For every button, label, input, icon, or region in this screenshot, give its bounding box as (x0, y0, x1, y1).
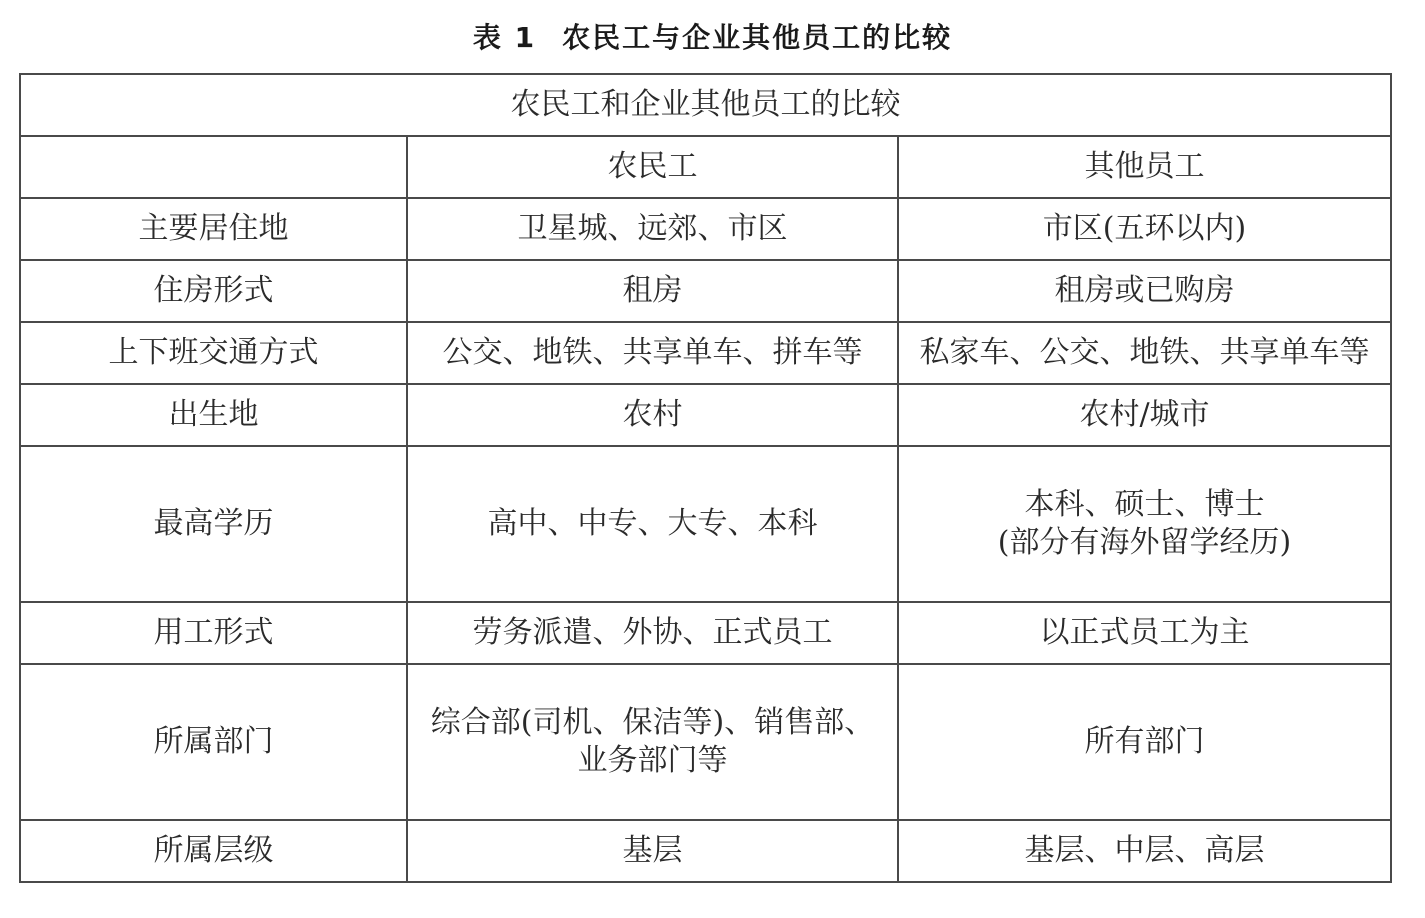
row-label: 最高学历 (20, 446, 407, 602)
table-row (20, 198, 1391, 260)
other-cell (898, 322, 1391, 384)
cell-line: 租房或已购房 (1054, 273, 1235, 308)
cell-line: 所有部门 (1084, 724, 1205, 759)
cell-line: 农村/城市 (1079, 397, 1210, 432)
cell-line: 卫星城、远郊、市区 (517, 211, 788, 246)
cell-line: 基层 (622, 833, 683, 868)
other-cell (898, 198, 1391, 260)
cell-line: 业务部门等 (577, 743, 728, 778)
migrant-cell (407, 820, 898, 882)
cell-line: 租房 (622, 273, 683, 308)
table-row (20, 260, 1391, 322)
row-label: 主要居住地 (20, 198, 407, 260)
cell-line: 市区(五环以内) (1042, 211, 1247, 246)
migrant-cell (407, 384, 898, 446)
header-other-employees: 其他员工 (898, 136, 1391, 198)
table-row (20, 322, 1391, 384)
table-row (20, 384, 1391, 446)
header-blank-cell (20, 136, 407, 198)
migrant-cell (407, 260, 898, 322)
cell-line: 农村 (622, 397, 683, 432)
header-row (20, 136, 1391, 198)
cell-line: 综合部(司机、保洁等)、销售部、 (430, 705, 875, 740)
migrant-cell (407, 322, 898, 384)
cell-line: 公交、地铁、共享单车、拼车等 (442, 335, 863, 370)
other-cell (898, 602, 1391, 664)
table-caption (0, 18, 1425, 58)
row-label: 所属层级 (20, 820, 407, 882)
banner-row (20, 74, 1391, 136)
migrant-cell (407, 602, 898, 664)
banner-cell: 农民工和企业其他员工的比较 (20, 74, 1391, 136)
table-row (20, 446, 1391, 602)
migrant-cell (407, 198, 898, 260)
cell-line: 本科、硕士、博士 (1024, 487, 1265, 522)
row-label: 住房形式 (20, 260, 407, 322)
cell-line: 私家车、公交、地铁、共享单车等 (919, 335, 1370, 370)
row-label: 上下班交通方式 (20, 322, 407, 384)
migrant-cell (407, 446, 898, 602)
table-row (20, 820, 1391, 882)
other-cell (898, 820, 1391, 882)
cell-line: 以正式员工为主 (1039, 615, 1250, 650)
cell-line: 劳务派遣、外协、正式员工 (472, 615, 833, 650)
migrant-cell (407, 664, 898, 820)
cell-line: 基层、中层、高层 (1024, 833, 1265, 868)
row-label: 用工形式 (20, 602, 407, 664)
cell-line: (部分有海外留学经历) (997, 525, 1292, 560)
row-label: 所属部门 (20, 664, 407, 820)
other-cell (898, 446, 1391, 602)
table-row (20, 602, 1391, 664)
row-label: 出生地 (20, 384, 407, 446)
other-cell (898, 664, 1391, 820)
table-number: 表 1 (472, 21, 537, 54)
other-cell (898, 384, 1391, 446)
table-title: 农民工与企业其他员工的比较 (562, 21, 953, 54)
other-cell (898, 260, 1391, 322)
cell-line: 高中、中专、大专、本科 (487, 506, 818, 541)
table-row (20, 664, 1391, 820)
header-migrant-workers: 农民工 (407, 136, 898, 198)
comparison-table (19, 73, 1392, 883)
